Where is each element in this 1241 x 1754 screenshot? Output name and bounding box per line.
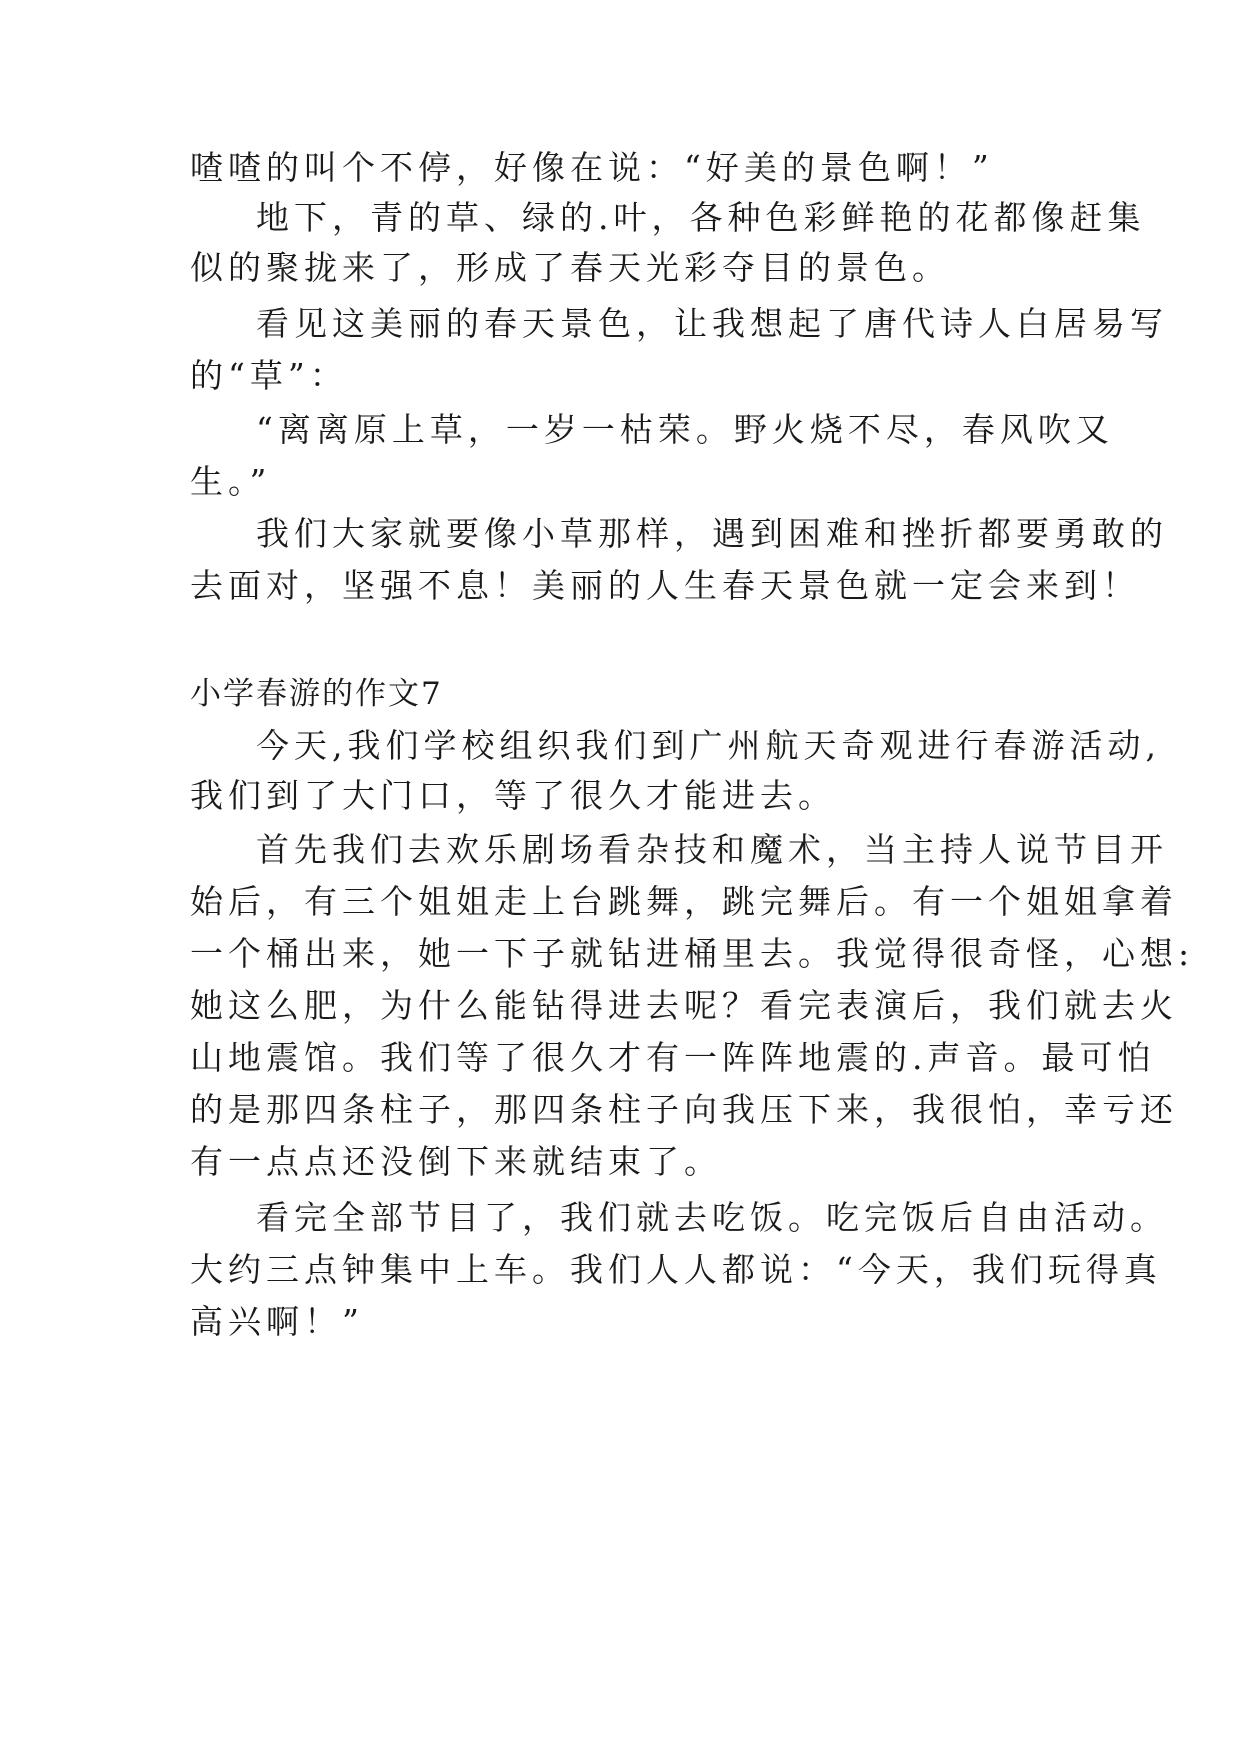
text-line: 的“草”：	[190, 356, 348, 395]
text-line: 似的聚拢来了，形成了春天光彩夺目的景色。	[190, 248, 950, 287]
text-line: 始后，有三个姐姐走上台跳舞，跳完舞后。有一个姐姐拿着	[190, 882, 1178, 921]
text-line: 她这么肥，为什么能钻得进去呢？看完表演后，我们就去火	[190, 986, 1178, 1025]
text-line: 喳喳的叫个不停，好像在说：“好美的景色啊！”	[190, 148, 994, 187]
paragraph-start-line: 我们大家就要像小草那样，遇到困难和挫折都要勇敢的	[256, 514, 1168, 553]
paragraph-start-line: 今天,我们学校组织我们到广州航天奇观进行春游活动,	[256, 726, 1161, 765]
paragraph-start-line: 地下，青的草、绿的.叶，各种色彩鲜艳的花都像赶集	[256, 198, 1146, 237]
text-line: 有一点点还没倒下来就结束了。	[190, 1142, 722, 1181]
text-line: 去面对，坚强不息！美丽的人生春天景色就一定会来到！	[190, 566, 1140, 605]
paragraph-start-line: 看完全部节目了，我们就去吃饭。吃完饭后自由活动。	[256, 1198, 1168, 1237]
paragraph-start-line: 首先我们去欢乐剧场看杂技和魔术，当主持人说节目开	[256, 830, 1168, 869]
text-line: 高兴啊！”	[190, 1302, 364, 1341]
text-line: 生。”	[190, 462, 272, 501]
text-line: 一个桶出来，她一下子就钻进桶里去。我觉得很奇怪，心想:	[190, 934, 1195, 973]
poem-line: “离离原上草，一岁一枯荣。野火烧不尽，春风吹又	[256, 410, 1114, 449]
text-line: 大约三点钟集中上车。我们人人都说：“今天，我们玩得真	[190, 1250, 1162, 1289]
text-line: 山地震馆。我们等了很久才有一阵阵地震的.声音。最可怕	[190, 1038, 1156, 1077]
section-heading: 小学春游的作文7	[190, 676, 443, 712]
paragraph-start-line: 看见这美丽的春天景色，让我想起了唐代诗人白居易写	[256, 304, 1168, 343]
text-line: 的是那四条柱子，那四条柱子向我压下来，我很怕，幸亏还	[190, 1090, 1178, 1129]
text-line: 我们到了大门口，等了很久才能进去。	[190, 776, 836, 815]
